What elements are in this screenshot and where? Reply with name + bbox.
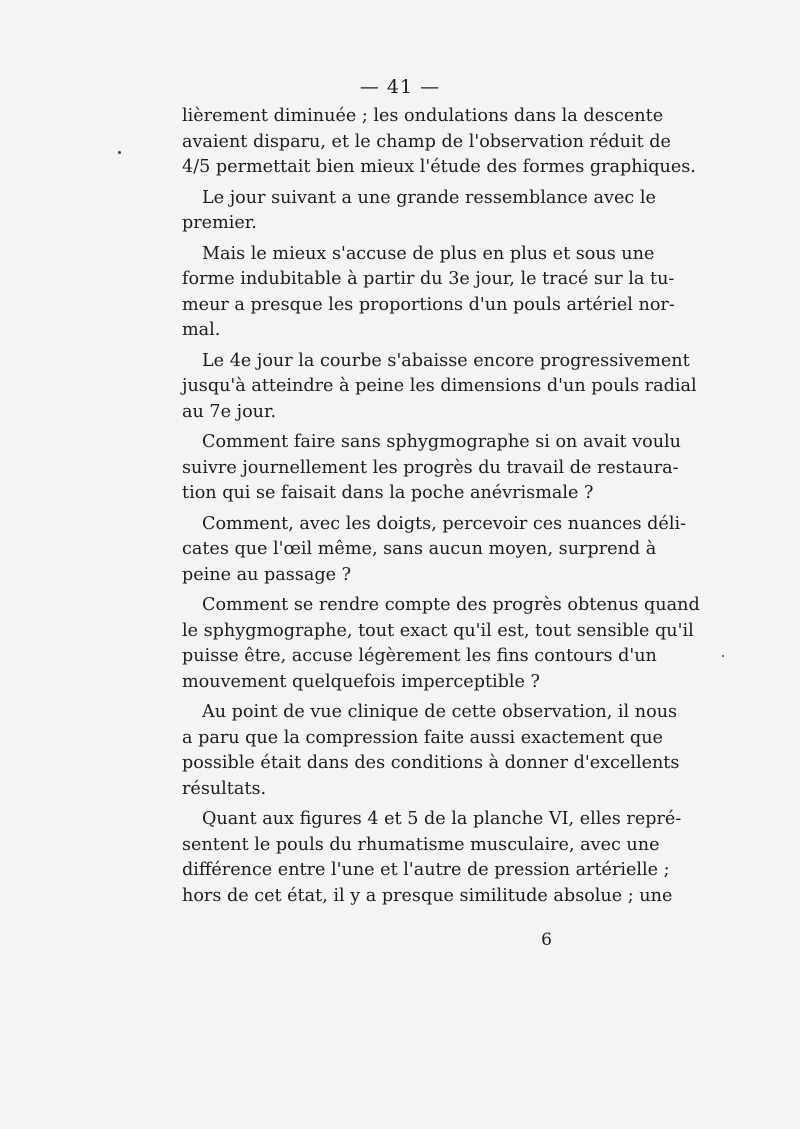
paragraph (182, 104, 696, 181)
text-line: meur a presque les proportions d'un pouls artériel nor- (182, 294, 675, 315)
paragraph (182, 430, 681, 507)
paragraph (182, 807, 682, 909)
signature-mark: 6 (541, 930, 552, 950)
paragraph (182, 593, 700, 695)
text-line: sentent le pouls du rhumatisme musculaire, avec une (182, 834, 660, 855)
text-line: premier. (182, 213, 257, 233)
text-line: Le jour suivant a une grande ressemblance avec le (202, 187, 656, 208)
print-speck (722, 655, 724, 657)
text-line: au 7e jour. (182, 401, 277, 422)
text-line: différence entre l'une et l'autre de pression artérielle ; (182, 860, 670, 880)
text-line: possible était dans des conditions à donner d'excellents (182, 753, 680, 773)
paragraph (182, 700, 680, 802)
text-line: forme indubitable à partir du 3e jour, le tracé sur la tu- (182, 269, 675, 289)
body-text (182, 104, 700, 914)
text-line: hors de cet état, il y a presque similitude absolue ; une (182, 885, 673, 906)
text-line: tion qui se faisait dans la poche anévrismale ? (182, 483, 594, 503)
paragraph (182, 349, 697, 426)
page-number: — 41 — (359, 76, 441, 98)
text-line: suivre journellement les progrès du travail de restaura- (182, 457, 679, 478)
paragraph (182, 242, 675, 344)
text-line: mal. (182, 320, 221, 340)
text-line: Quant aux figures 4 et 5 de la planche VI, elles repré- (202, 809, 682, 829)
text-line: cates que l'œil même, sans aucun moyen, surprend à (182, 539, 657, 559)
text-line: Au point de vue clinique de cette observation, il nous (202, 702, 678, 722)
text-line: 4/5 permettait bien mieux l'étude des formes graphiques. (182, 157, 696, 177)
print-speck (118, 151, 121, 154)
text-line: avaient disparu, et le champ de l'observation réduit de (182, 131, 671, 152)
text-line: Mais le mieux s'accuse de plus en plus et sous une (202, 243, 655, 264)
text-line: Comment faire sans sphygmographe si on avait voulu (202, 432, 681, 452)
text-line: Le 4e jour la courbe s'abaisse encore progressivement (202, 350, 690, 371)
paragraph (182, 512, 687, 589)
text-line: puisse être, accuse légèrement les fins contours d'un (182, 646, 657, 666)
text-line: a paru que la compression faite aussi exactement que (182, 727, 663, 748)
text-line: jusqu'à atteindre à peine les dimensions d'un pouls radial (182, 376, 697, 396)
text-line: lièrement diminuée ; les ondulations dans la descente (182, 106, 664, 126)
text-line: peine au passage ? (182, 564, 352, 585)
text-line: mouvement quelquefois imperceptible ? (182, 671, 540, 692)
text-line: Comment, avec les doigts, percevoir ces nuances déli- (202, 513, 687, 534)
text-line: le sphygmographe, tout exact qu'il est, tout sensible qu'il (182, 620, 694, 641)
text-line: Comment se rendre compte des progrès obtenus quand (202, 595, 700, 615)
paragraph (182, 186, 656, 237)
text-line: résultats. (182, 778, 267, 799)
